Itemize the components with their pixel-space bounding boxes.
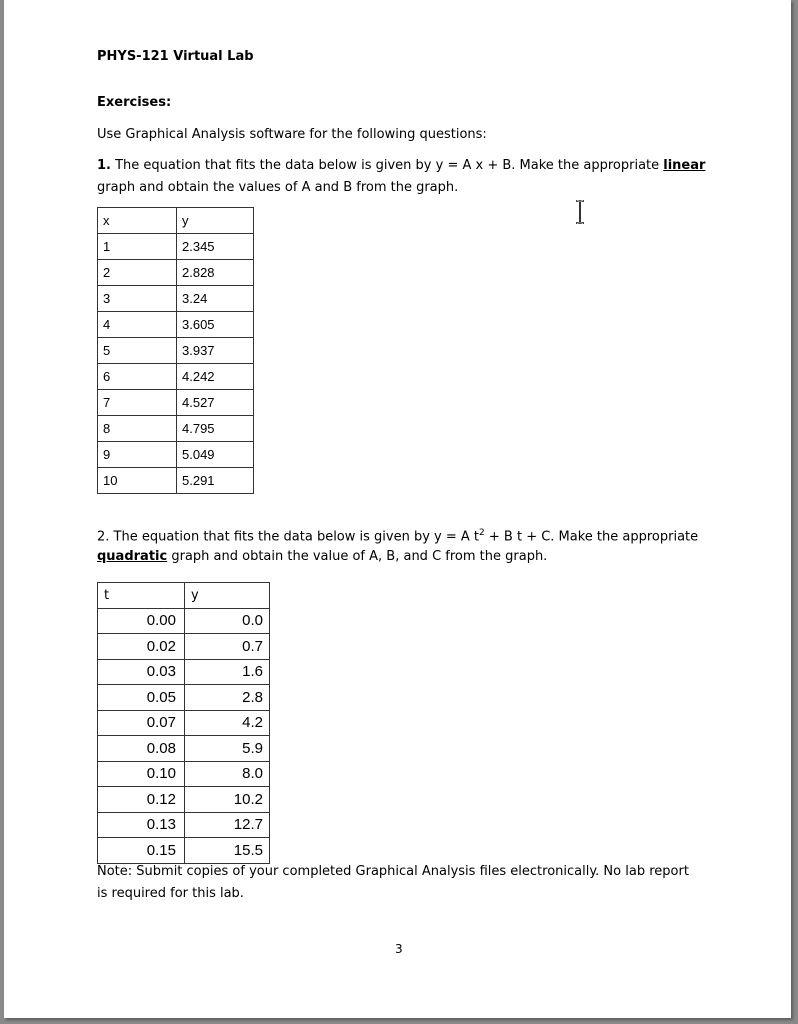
cell-y: 5.291 <box>177 468 254 494</box>
exercises-intro: Use Graphical Analysis software for the following questions: <box>97 127 487 142</box>
cell-x: 10 <box>98 468 177 494</box>
cell-y: 2.8 <box>185 685 270 711</box>
cell-t: 0.10 <box>98 761 185 787</box>
table-row <box>98 787 270 813</box>
question-2-text-b: graph and obtain the value of A, B, and C from the graph. <box>167 549 548 564</box>
cell-y: 4.527 <box>177 390 254 416</box>
cell-y: 0.7 <box>185 634 270 660</box>
column-header-x: x <box>98 208 177 234</box>
cell-y: 5.049 <box>177 442 254 468</box>
note-line-2: is required for this lab. <box>97 886 244 901</box>
question-2-text-a: 2. The equation that fits the data below is given by y = A t <box>97 529 480 545</box>
cell-x: 5 <box>98 338 177 364</box>
table-header-row <box>98 208 254 234</box>
question-1-number: 1. <box>97 158 111 173</box>
cell-x: 1 <box>98 234 177 260</box>
question-2-line-1 <box>97 528 698 544</box>
cell-y: 3.605 <box>177 312 254 338</box>
question-2-emphasis: quadratic <box>97 549 168 564</box>
question-2-text-a2: + B t + C. Make the appropriate <box>484 529 699 545</box>
cell-t: 0.08 <box>98 736 185 762</box>
cell-y: 0.0 <box>185 608 270 634</box>
table-row <box>98 416 254 442</box>
cell-y: 1.6 <box>185 659 270 685</box>
text-cursor-icon <box>573 199 587 225</box>
table-row <box>98 838 270 864</box>
table-row <box>98 286 254 312</box>
exercises-heading: Exercises: <box>97 95 172 110</box>
cell-x: 2 <box>98 260 177 286</box>
column-header-y: y <box>177 208 254 234</box>
table-row <box>98 468 254 494</box>
cell-x: 7 <box>98 390 177 416</box>
cell-t: 0.15 <box>98 838 185 864</box>
cell-y: 3.937 <box>177 338 254 364</box>
table-row <box>98 608 270 634</box>
table-row <box>98 338 254 364</box>
question-2-line-2 <box>97 549 547 564</box>
page-header-title: PHYS-121 Virtual Lab <box>97 49 254 64</box>
cell-x: 4 <box>98 312 177 338</box>
cell-y: 8.0 <box>185 761 270 787</box>
question-1-line-1 <box>97 158 705 173</box>
table-row <box>98 659 270 685</box>
cell-y: 2.828 <box>177 260 254 286</box>
cell-x: 8 <box>98 416 177 442</box>
table-row <box>98 234 254 260</box>
table-linear-data <box>97 207 254 494</box>
cell-t: 0.02 <box>98 634 185 660</box>
cell-t: 0.03 <box>98 659 185 685</box>
column-header-t: t <box>98 583 185 609</box>
page-number: 3 <box>395 942 403 956</box>
cell-x: 9 <box>98 442 177 468</box>
cell-x: 6 <box>98 364 177 390</box>
cell-t: 0.00 <box>98 608 185 634</box>
cell-x: 3 <box>98 286 177 312</box>
table-row <box>98 761 270 787</box>
note-line-1: Note: Submit copies of your completed Graphical Analysis files electronically. No lab report <box>97 864 689 879</box>
question-2-superscript: 2 <box>479 528 485 538</box>
cell-t: 0.12 <box>98 787 185 813</box>
table-row <box>98 390 254 416</box>
column-header-y: y <box>185 583 270 609</box>
table-row <box>98 710 270 736</box>
question-1-text-a: The equation that fits the data below is given by y = A x + B. Make the appropriate <box>110 158 664 173</box>
cell-y: 5.9 <box>185 736 270 762</box>
table-row <box>98 812 270 838</box>
cell-y: 12.7 <box>185 812 270 838</box>
cell-y: 2.345 <box>177 234 254 260</box>
cell-y: 10.2 <box>185 787 270 813</box>
table-row <box>98 442 254 468</box>
cell-y: 3.24 <box>177 286 254 312</box>
cell-t: 0.05 <box>98 685 185 711</box>
table-header-row <box>98 583 270 609</box>
cell-y: 4.795 <box>177 416 254 442</box>
table-row <box>98 260 254 286</box>
table-row <box>98 634 270 660</box>
question-1-emphasis: linear <box>663 158 706 173</box>
cell-y: 15.5 <box>185 838 270 864</box>
document-page <box>4 0 791 1018</box>
table-row <box>98 312 254 338</box>
cell-y: 4.2 <box>185 710 270 736</box>
cell-t: 0.13 <box>98 812 185 838</box>
table-row <box>98 736 270 762</box>
question-1-line-2: graph and obtain the values of A and B from the graph. <box>97 180 459 195</box>
cell-y: 4.242 <box>177 364 254 390</box>
table-quadratic-data <box>97 582 270 864</box>
table-row <box>98 685 270 711</box>
table-row <box>98 364 254 390</box>
cell-t: 0.07 <box>98 710 185 736</box>
